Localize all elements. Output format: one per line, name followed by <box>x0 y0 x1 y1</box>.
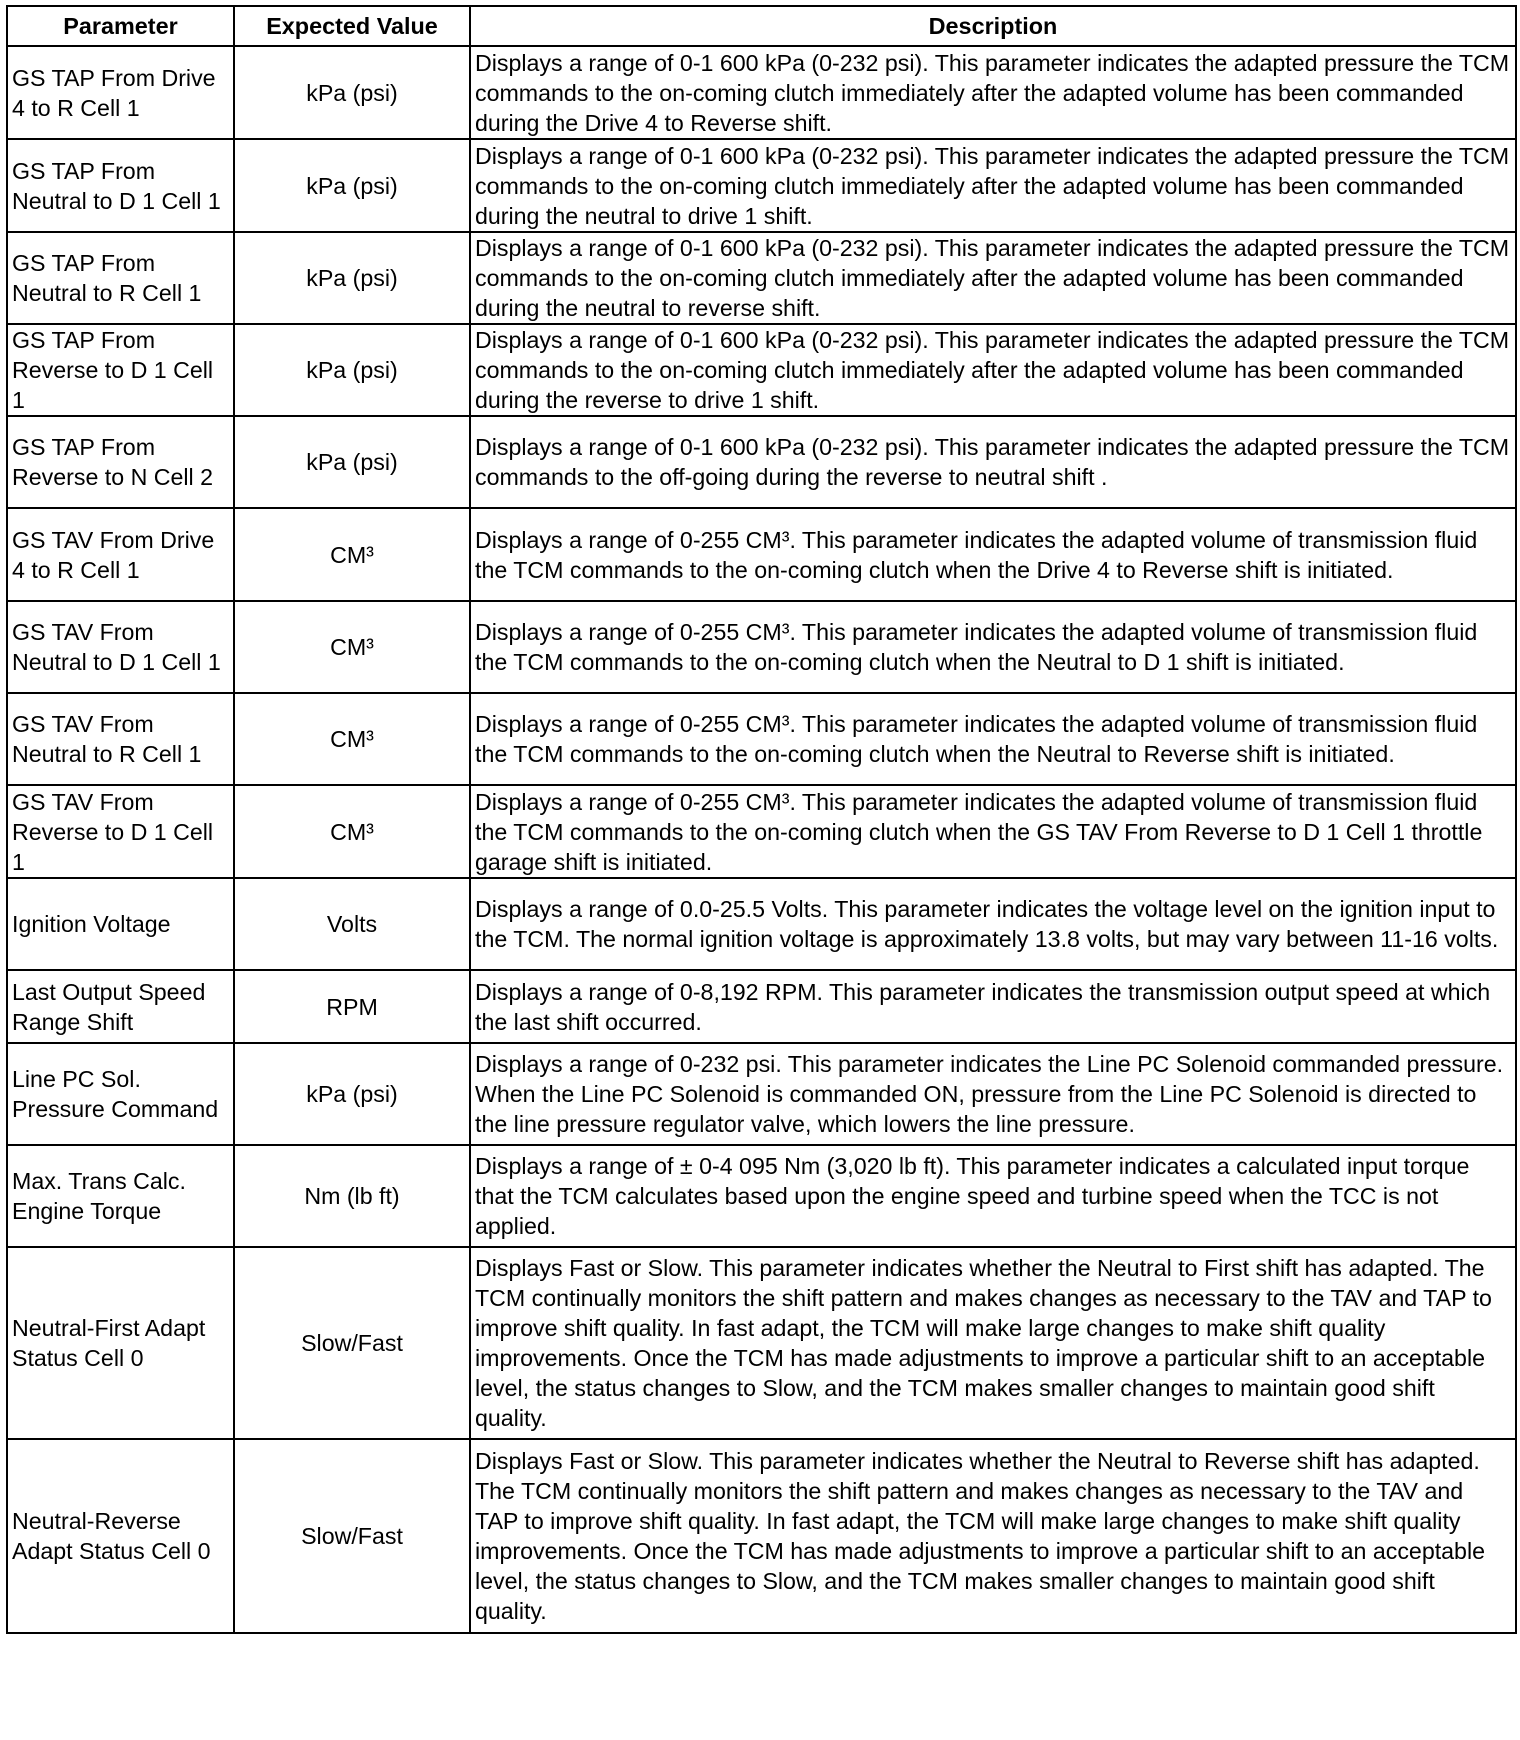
header-row <box>7 6 1516 46</box>
expected-value-cell: Slow/Fast <box>234 1247 470 1439</box>
expected-value-cell: CM³ <box>234 693 470 785</box>
parameter-cell: Ignition Voltage <box>7 878 234 970</box>
description-cell: Displays a range of 0-255 CM³. This parameter indicates the adapted volume of transmission fluid the TCM commands to the on-coming clutch when the GS TAV From Reverse to D 1 Cell 1 throttle garage shift is initiated. <box>470 785 1516 878</box>
description-cell: Displays a range of 0-1 600 kPa (0-232 psi). This parameter indicates the adapted pressure the TCM commands to the on-coming clutch immediately after the adapted volume has been commanded during the Drive 4 to Reverse shift. <box>470 46 1516 139</box>
description-cell: Displays Fast or Slow. This parameter indicates whether the Neutral to Reverse shift has adapted. The TCM continually monitors the shift pattern and makes changes as necessary to the TAV and TAP to improve shift quality. In fast adapt, the TCM will make large changes to make shift quality improvements. Once the TCM has made adjustments to improve a particular shift to an acceptable level, the status changes to Slow, and the TCM makes smaller changes to maintain good shift quality. <box>470 1439 1516 1633</box>
description-cell: Displays a range of ± 0-4 095 Nm (3,020 lb ft). This parameter indicates a calculated input torque that the TCM calculates based upon the engine speed and turbine speed when the TCC is not applied. <box>470 1145 1516 1247</box>
table-row <box>7 324 1516 416</box>
expected-value-cell: kPa (psi) <box>234 324 470 416</box>
expected-value-cell: kPa (psi) <box>234 46 470 139</box>
expected-value-cell: kPa (psi) <box>234 139 470 232</box>
parameter-cell: Max. Trans Calc. Engine Torque <box>7 1145 234 1247</box>
description-cell: Displays a range of 0-1 600 kPa (0-232 psi). This parameter indicates the adapted pressure the TCM commands to the off-going during the reverse to neutral shift . <box>470 416 1516 508</box>
parameter-cell: GS TAP From Neutral to D 1 Cell 1 <box>7 139 234 232</box>
expected-value-cell: RPM <box>234 970 470 1043</box>
table-row <box>7 1043 1516 1145</box>
parameter-cell: Neutral-First Adapt Status Cell 0 <box>7 1247 234 1439</box>
table-row <box>7 601 1516 693</box>
table-row <box>7 1247 1516 1439</box>
parameter-cell: Neutral-Reverse Adapt Status Cell 0 <box>7 1439 234 1633</box>
description-cell: Displays a range of 0-255 CM³. This parameter indicates the adapted volume of transmission fluid the TCM commands to the on-coming clutch when the Drive 4 to Reverse shift is initiated. <box>470 508 1516 601</box>
description-cell: Displays a range of 0-8,192 RPM. This parameter indicates the transmission output speed at which the last shift occurred. <box>470 970 1516 1043</box>
description-cell: Displays a range of 0-232 psi. This parameter indicates the Line PC Solenoid commanded pressure. When the Line PC Solenoid is commanded ON, pressure from the Line PC Solenoid is directed to the line pressure regulator valve, which lowers the line pressure. <box>470 1043 1516 1145</box>
description-cell: Displays a range of 0-255 CM³. This parameter indicates the adapted volume of transmission fluid the TCM commands to the on-coming clutch when the Neutral to D 1 shift is initiated. <box>470 601 1516 693</box>
table-row <box>7 416 1516 508</box>
parameter-cell: GS TAV From Reverse to D 1 Cell 1 <box>7 785 234 878</box>
parameter-cell: GS TAP From Reverse to D 1 Cell 1 <box>7 324 234 416</box>
description-cell: Displays a range of 0-255 CM³. This parameter indicates the adapted volume of transmission fluid the TCM commands to the on-coming clutch when the Neutral to Reverse shift is initiated. <box>470 693 1516 785</box>
table-body <box>7 46 1516 1633</box>
table-row <box>7 1145 1516 1247</box>
table-header <box>7 6 1516 46</box>
table-row <box>7 46 1516 139</box>
table-row <box>7 693 1516 785</box>
description-cell: Displays a range of 0-1 600 kPa (0-232 psi). This parameter indicates the adapted pressure the TCM commands to the on-coming clutch immediately after the adapted volume has been commanded during the neutral to reverse shift. <box>470 232 1516 324</box>
description-cell: Displays Fast or Slow. This parameter indicates whether the Neutral to First shift has adapted. The TCM continually monitors the shift pattern and makes changes as necessary to the TAV and TAP to improve shift quality. In fast adapt, the TCM will make large changes to make shift quality improvements. Once the TCM has made adjustments to improve a particular shift to an acceptable level, the status changes to Slow, and the TCM makes smaller changes to maintain good shift quality. <box>470 1247 1516 1439</box>
header-description: Description <box>470 6 1516 46</box>
expected-value-cell: kPa (psi) <box>234 232 470 324</box>
description-cell: Displays a range of 0-1 600 kPa (0-232 psi). This parameter indicates the adapted pressure the TCM commands to the on-coming clutch immediately after the adapted volume has been commanded during the neutral to drive 1 shift. <box>470 139 1516 232</box>
parameter-cell: GS TAV From Neutral to R Cell 1 <box>7 693 234 785</box>
expected-value-cell: CM³ <box>234 601 470 693</box>
table-row <box>7 1439 1516 1633</box>
description-cell: Displays a range of 0.0-25.5 Volts. This parameter indicates the voltage level on the ignition input to the TCM. The normal ignition voltage is approximately 13.8 volts, but may vary between 11-16 volts. <box>470 878 1516 970</box>
parameter-cell: Last Output Speed Range Shift <box>7 970 234 1043</box>
parameter-cell: GS TAP From Reverse to N Cell 2 <box>7 416 234 508</box>
table-row <box>7 970 1516 1043</box>
expected-value-cell: Nm (lb ft) <box>234 1145 470 1247</box>
table-row <box>7 785 1516 878</box>
expected-value-cell: CM³ <box>234 785 470 878</box>
expected-value-cell: kPa (psi) <box>234 416 470 508</box>
description-cell: Displays a range of 0-1 600 kPa (0-232 psi). This parameter indicates the adapted pressure the TCM commands to the on-coming clutch immediately after the adapted volume has been commanded during the reverse to drive 1 shift. <box>470 324 1516 416</box>
table-row <box>7 139 1516 232</box>
expected-value-cell: Slow/Fast <box>234 1439 470 1633</box>
header-parameter: Parameter <box>7 6 234 46</box>
parameter-table <box>6 5 1517 1634</box>
parameter-cell: GS TAP From Drive 4 to R Cell 1 <box>7 46 234 139</box>
expected-value-cell: Volts <box>234 878 470 970</box>
header-expected-value: Expected Value <box>234 6 470 46</box>
expected-value-cell: kPa (psi) <box>234 1043 470 1145</box>
parameter-cell: GS TAV From Drive 4 to R Cell 1 <box>7 508 234 601</box>
table-row <box>7 508 1516 601</box>
parameter-cell: GS TAP From Neutral to R Cell 1 <box>7 232 234 324</box>
parameter-cell: Line PC Sol. Pressure Command <box>7 1043 234 1145</box>
parameter-cell: GS TAV From Neutral to D 1 Cell 1 <box>7 601 234 693</box>
expected-value-cell: CM³ <box>234 508 470 601</box>
table-row <box>7 232 1516 324</box>
table-row <box>7 878 1516 970</box>
